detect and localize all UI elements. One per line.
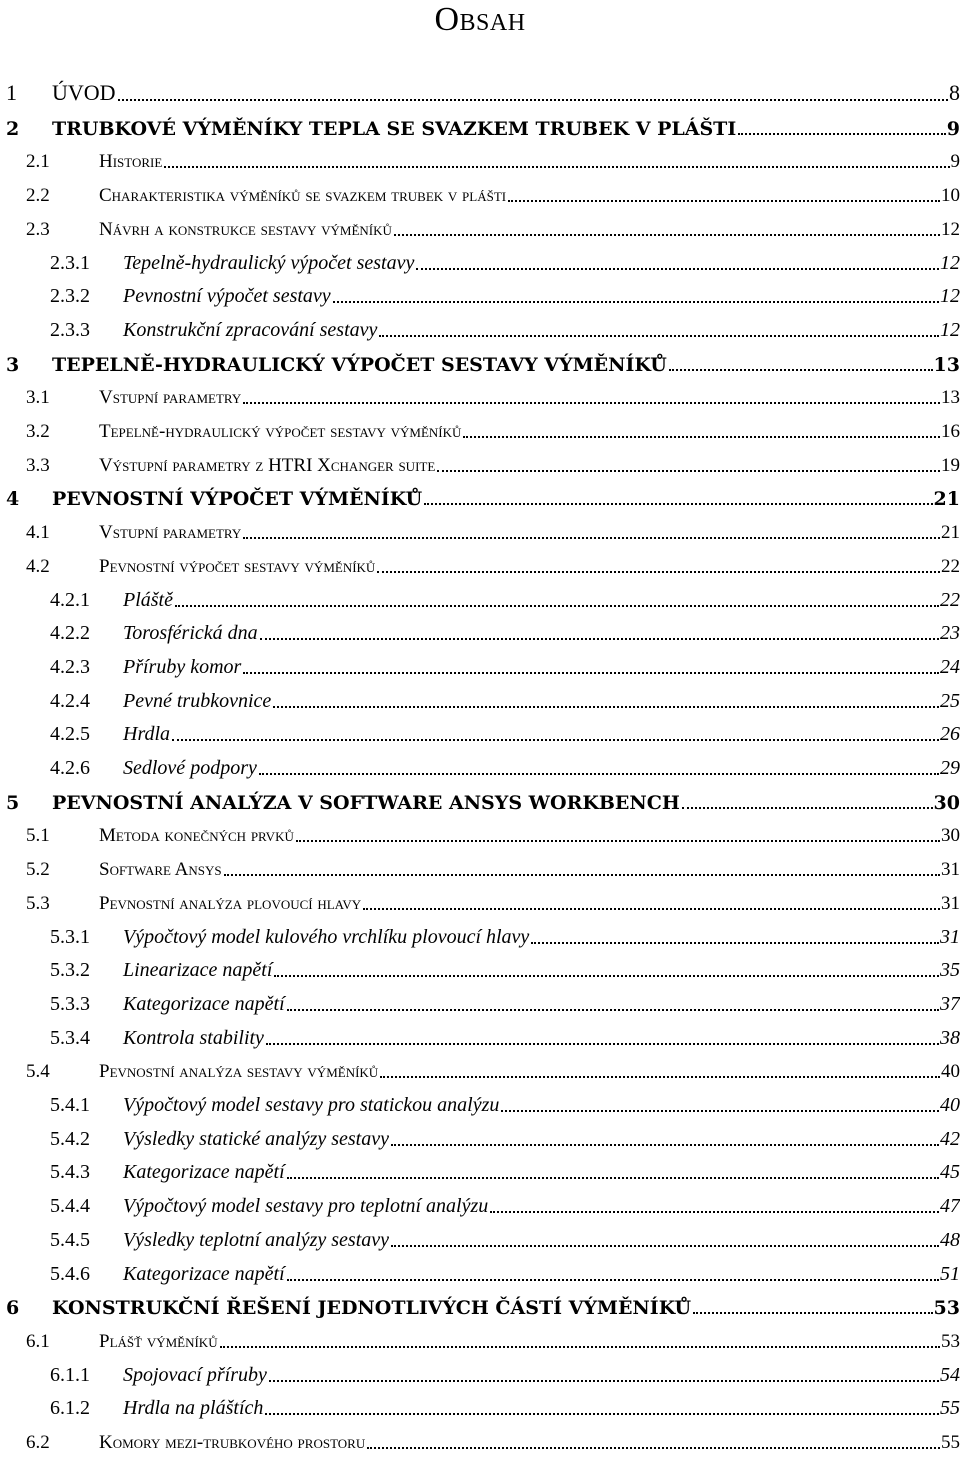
toc-entry-number: 6.2 xyxy=(26,1432,50,1453)
toc-entry-label: Výpočtový model sestavy pro teplotní analýzu xyxy=(123,1195,489,1218)
toc-entry-label: Hrdla xyxy=(123,723,171,746)
toc-entry-number: 5.4.5 xyxy=(50,1228,90,1251)
toc-entry-number: 3.3 xyxy=(26,454,50,476)
toc-entry-page: 23 xyxy=(940,622,960,645)
toc-entry[interactable] xyxy=(0,1289,960,1319)
toc-entry-page: 12 xyxy=(941,218,960,240)
toc-entry-label: Charakteristika výměníků se svazkem trubek v plášti xyxy=(99,185,507,207)
toc-entry-number: 2.1 xyxy=(26,151,50,173)
toc-entry-number: 5.2 xyxy=(26,859,50,881)
dot-leader xyxy=(269,1380,939,1382)
toc-entry-number: 5.4 xyxy=(26,1061,50,1083)
toc-entry-label: Spojovací příruby xyxy=(123,1363,267,1386)
toc-entry-page: 38 xyxy=(940,1026,960,1049)
toc-entry-body xyxy=(123,1128,960,1151)
dot-leader xyxy=(391,1245,939,1247)
toc-entry-label: Tepelně-hydraulický výpočet sestavy xyxy=(123,251,415,274)
toc-entry[interactable] xyxy=(0,919,960,949)
toc-entry-page: 12 xyxy=(940,251,960,274)
toc-entry-number: 2.3.1 xyxy=(50,251,90,274)
toc-entry-label: Pevnostní analýza sestavy výměníků xyxy=(99,1061,379,1083)
toc-entry[interactable] xyxy=(0,548,960,578)
toc-entry-number: 3.1 xyxy=(26,387,50,409)
toc-entry-number: 4.2 xyxy=(26,555,50,577)
toc-entry-body xyxy=(99,151,960,173)
toc-entry-body xyxy=(123,926,960,949)
dot-leader xyxy=(259,773,939,775)
toc-entry-label: Výpočtový model kulového vrchlíku plovoucí hlavy xyxy=(123,925,530,948)
dot-leader xyxy=(243,672,939,674)
toc-entry[interactable] xyxy=(0,1188,960,1218)
toc-entry[interactable] xyxy=(0,1020,960,1050)
toc-entry-page: 54 xyxy=(940,1363,960,1386)
toc-entry-number: 5.4.4 xyxy=(50,1195,90,1218)
toc-entry-page: 13 xyxy=(941,387,960,409)
toc-entry-number: 4.1 xyxy=(26,522,50,544)
toc-entry-number: 6.1.1 xyxy=(50,1363,90,1386)
dot-leader xyxy=(682,807,933,809)
dot-leader xyxy=(260,638,939,640)
toc-entry-number: 6 xyxy=(6,1297,20,1320)
toc-entry[interactable] xyxy=(0,177,960,207)
dot-leader xyxy=(669,369,933,371)
toc-entry-body xyxy=(123,1229,960,1252)
dot-leader xyxy=(296,840,940,842)
dot-leader xyxy=(463,436,940,438)
toc-entry-page: 24 xyxy=(940,655,960,678)
toc-entry-page: 40 xyxy=(940,1094,960,1116)
toc-entry-number: 5.3.1 xyxy=(50,925,90,948)
toc-entry[interactable] xyxy=(0,413,960,443)
toc-entry-page: 21 xyxy=(941,522,960,544)
toc-entry[interactable] xyxy=(0,817,960,847)
toc-entry-label: Návrh a konstrukce sestavy výměníků xyxy=(99,218,392,240)
toc-entry-page: 31 xyxy=(941,892,960,914)
toc-entry-body xyxy=(52,1297,960,1319)
dot-leader xyxy=(377,571,940,573)
toc-entry-page: 9 xyxy=(946,117,960,140)
toc-entry-page: 45 xyxy=(940,1161,960,1184)
toc-entry[interactable] xyxy=(0,379,960,409)
toc-entry-page: 22 xyxy=(941,555,960,577)
toc-entry-number: 5.4.2 xyxy=(50,1127,90,1150)
toc-entry[interactable] xyxy=(0,480,960,510)
toc-entry[interactable] xyxy=(0,649,960,679)
toc-entry-number: 2.3 xyxy=(26,218,50,240)
toc-entry-number: 5.3.3 xyxy=(50,992,90,1015)
dot-leader xyxy=(501,1110,939,1112)
toc-entry-number: 2.3.2 xyxy=(50,285,90,308)
toc-entry-label: Linearizace napětí xyxy=(123,959,273,982)
toc-entry-body xyxy=(99,1061,960,1083)
toc-entry-page: 31 xyxy=(940,925,960,948)
toc-entry-body xyxy=(123,690,960,713)
toc-entry[interactable] xyxy=(0,278,960,308)
dot-leader xyxy=(490,1211,939,1213)
toc-entry-body xyxy=(99,421,960,443)
toc-entry-number: 3.2 xyxy=(26,421,50,442)
dot-leader xyxy=(287,1009,939,1011)
dot-leader xyxy=(693,1312,932,1314)
toc-entry-page: 35 xyxy=(940,959,960,982)
toc-entry-number: 5.4.3 xyxy=(50,1161,90,1184)
toc-entry-body xyxy=(52,488,960,510)
toc-entry-label: TRUBKOVÉ VÝMĚNÍKY TEPLA SE SVAZKEM TRUBEK V PLÁŠTI xyxy=(52,117,737,140)
dot-leader xyxy=(224,874,940,876)
toc-entry-body xyxy=(123,622,960,645)
dot-leader xyxy=(118,99,948,101)
toc-entry-label: Metoda konečných prvků xyxy=(99,825,294,847)
dot-leader xyxy=(266,1043,939,1045)
toc-entry[interactable] xyxy=(0,1121,960,1151)
toc-entry[interactable] xyxy=(0,1323,960,1353)
toc-entry-body xyxy=(99,1331,960,1353)
dot-leader xyxy=(172,739,939,741)
toc-entry-label: Vstupní parametry xyxy=(99,522,242,544)
toc-entry-body xyxy=(123,1094,960,1117)
toc-entry-body xyxy=(123,993,960,1016)
toc-entry-label: Komory mezi-trubkového prostoru xyxy=(99,1432,366,1453)
toc-entry-label: Plášť výměníků xyxy=(99,1330,218,1352)
toc-entry-body xyxy=(52,792,960,814)
toc-entry-body xyxy=(52,354,960,376)
toc-entry-label: Software Ansys xyxy=(99,859,222,881)
toc-entry-label: ÚVOD xyxy=(52,80,116,105)
toc-entry-page: 19 xyxy=(941,454,960,476)
toc-entry[interactable] xyxy=(0,447,960,477)
dot-leader xyxy=(380,1076,940,1078)
toc-entry-page: 9 xyxy=(950,151,960,173)
dot-leader xyxy=(367,1447,940,1449)
toc-entry-body xyxy=(99,556,960,578)
toc-entry-body xyxy=(123,723,960,746)
toc-entry-body xyxy=(123,757,960,780)
toc-entry-body xyxy=(99,893,960,915)
dot-leader xyxy=(416,268,939,270)
toc-entry-label: Pevnostní výpočet sestavy výměníků xyxy=(99,555,376,577)
toc-entry[interactable] xyxy=(0,1053,960,1083)
dot-leader xyxy=(738,133,946,135)
toc-entry[interactable] xyxy=(0,582,960,612)
dot-leader xyxy=(424,503,932,505)
toc-entry-page: 53 xyxy=(941,1330,960,1352)
toc-entry-label: Pevné trubkovnice xyxy=(123,689,272,712)
toc-entry-body xyxy=(123,589,960,612)
toc-entry-number: 2.2 xyxy=(26,185,50,207)
toc-entry-number: 2 xyxy=(6,117,20,140)
toc-entry-page: 37 xyxy=(940,992,960,1015)
toc-entry-page: 12 xyxy=(940,318,960,341)
toc-entry[interactable] xyxy=(0,211,960,241)
dot-leader xyxy=(243,537,940,539)
dot-leader xyxy=(175,605,939,607)
toc-entry-page: 13 xyxy=(933,353,960,376)
toc-entry-label: Historie xyxy=(99,151,163,173)
toc-entry-label: TEPELNĚ-HYDRAULICKÝ VÝPOČET SESTAVY VÝMĚNÍKŮ xyxy=(52,353,667,376)
toc-entry[interactable] xyxy=(0,716,960,746)
toc-entry-label: Vstupní parametry xyxy=(99,387,242,409)
toc-entry-number: 6.1 xyxy=(26,1330,50,1352)
toc-entry-number: 4.2.1 xyxy=(50,588,90,611)
toc-entry[interactable] xyxy=(0,312,960,342)
toc-entry-number: 4.2.4 xyxy=(50,689,90,712)
page-title: Obsah xyxy=(434,1,526,38)
dot-leader xyxy=(287,1279,939,1281)
toc-entry[interactable] xyxy=(0,1154,960,1184)
toc-entry-number: 4.2.5 xyxy=(50,723,90,746)
dot-leader xyxy=(379,335,939,337)
toc-entry-page: 29 xyxy=(940,757,960,779)
dot-leader xyxy=(333,301,939,303)
dot-leader xyxy=(220,1346,940,1348)
toc-entry[interactable] xyxy=(0,1087,960,1117)
dot-leader xyxy=(394,234,940,236)
toc-entry-number: 5.3.2 xyxy=(50,959,90,982)
toc-entry[interactable] xyxy=(0,110,960,140)
toc-entry-body xyxy=(99,1432,960,1454)
toc-entry-number: 4.2.2 xyxy=(50,622,90,645)
dot-leader xyxy=(391,1144,939,1146)
toc-entry-label: Sedlové podpory xyxy=(123,757,257,779)
toc-entry-number: 4 xyxy=(6,488,20,511)
toc-entry-body xyxy=(123,1364,960,1387)
toc-entry-number: 6.1.2 xyxy=(50,1397,90,1420)
dot-leader xyxy=(273,706,939,708)
dot-leader xyxy=(164,166,949,168)
toc-entry-page: 22 xyxy=(940,588,960,611)
toc-entry-number: 5 xyxy=(6,791,20,814)
toc-entry-number: 5.3 xyxy=(26,892,50,914)
toc-entry-page: 55 xyxy=(941,1432,960,1453)
toc-entry-label: Kontrola stability xyxy=(123,1026,264,1049)
toc-entry[interactable] xyxy=(0,683,960,713)
toc-entry-label: Kategorizace napětí xyxy=(123,1262,285,1285)
toc-entry-label: PEVNOSTNÍ VÝPOČET VÝMĚNÍKŮ xyxy=(52,488,423,511)
toc-entry-page: 10 xyxy=(941,185,960,207)
toc-entry-body xyxy=(123,1027,960,1050)
toc-entry[interactable] xyxy=(0,986,960,1016)
toc-entry-label: Výsledky statické analýzy sestavy xyxy=(123,1127,389,1150)
toc-entry[interactable] xyxy=(0,851,960,881)
toc-entry-body xyxy=(123,1195,960,1218)
toc-entry-body xyxy=(123,285,960,308)
toc-entry-page: 30 xyxy=(933,791,960,814)
toc-entry-page: 26 xyxy=(940,723,960,746)
toc-entry-page: 12 xyxy=(940,285,960,308)
toc-entry-label: KONSTRUKČNÍ ŘEŠENÍ JEDNOTLIVÝCH ČÁSTÍ VÝMĚNÍKŮ xyxy=(52,1297,692,1320)
dot-leader xyxy=(274,975,939,977)
toc-entry-number: 5.1 xyxy=(26,825,50,847)
toc-entry-body xyxy=(123,252,960,275)
toc-entry-number: 1 xyxy=(6,80,17,105)
toc-entry-label: Pevnostní analýza plovoucí hlavy xyxy=(99,892,362,914)
toc-entry-number: 2.3.3 xyxy=(50,318,90,341)
toc-entry-body xyxy=(52,80,960,106)
toc-entry-label: Výpočtový model sestavy pro statickou analýzu xyxy=(123,1094,500,1116)
toc-entry-page: 31 xyxy=(941,859,960,881)
dot-leader xyxy=(265,1413,939,1415)
dot-leader xyxy=(531,942,939,944)
toc-entry-page: 21 xyxy=(933,488,960,511)
toc-entry-label: Pláště xyxy=(123,588,173,611)
toc-entry-label: Pevnostní výpočet sestavy xyxy=(123,285,331,308)
toc-entry-body xyxy=(123,1161,960,1184)
dot-leader xyxy=(287,1177,939,1179)
toc-entry-label: Výsledky teplotní analýzy sestavy xyxy=(123,1228,390,1251)
dot-leader xyxy=(363,908,940,910)
toc-entry[interactable] xyxy=(0,346,960,376)
toc-entry-body xyxy=(123,319,960,342)
toc-entry-page: 55 xyxy=(940,1397,960,1420)
toc-entry-body xyxy=(123,1263,960,1286)
toc-entry-page: 42 xyxy=(940,1127,960,1150)
dot-leader xyxy=(508,200,940,202)
toc-entry-body xyxy=(123,1397,960,1420)
toc-entry-body xyxy=(123,656,960,679)
toc-entry-number: 5.4.1 xyxy=(50,1094,90,1116)
toc-entry-body xyxy=(99,455,960,477)
toc-entry-body xyxy=(99,825,960,847)
toc-entry-label: Tepelně-hydraulický výpočet sestavy výměníků xyxy=(99,421,462,442)
toc-entry[interactable] xyxy=(0,143,960,173)
toc-entry-page: 51 xyxy=(940,1262,960,1285)
toc-entry-number: 5.3.4 xyxy=(50,1026,90,1049)
toc-entry-page: 16 xyxy=(941,421,960,442)
toc-entry[interactable] xyxy=(0,885,960,915)
toc-entry-page: 40 xyxy=(941,1061,960,1083)
toc-entry[interactable] xyxy=(0,750,960,780)
toc-entry-body xyxy=(99,522,960,544)
toc-entry-body xyxy=(52,118,960,140)
toc-entry[interactable] xyxy=(0,514,960,544)
toc-entry-page: 30 xyxy=(941,825,960,847)
toc-entry[interactable] xyxy=(0,615,960,645)
toc-entry-page: 8 xyxy=(949,80,960,105)
toc-entry-page: 47 xyxy=(940,1195,960,1218)
toc-entry-page: 53 xyxy=(933,1297,960,1320)
toc-entry[interactable] xyxy=(0,1390,960,1420)
toc-entry-label: Torosférická dna xyxy=(123,622,258,645)
toc-entry-body xyxy=(99,185,960,207)
toc-entry[interactable] xyxy=(0,1357,960,1387)
toc-entry-number: 5.4.6 xyxy=(50,1262,90,1285)
toc-entry-label: Příruby komor xyxy=(123,655,242,678)
toc-entry-label: Výstupní parametry z HTRI Xchanger suite xyxy=(99,454,436,476)
toc-entry-label: Kategorizace napětí xyxy=(123,1161,285,1184)
dot-leader xyxy=(437,470,940,472)
toc-entry-body xyxy=(99,387,960,409)
toc-entry[interactable] xyxy=(0,1424,960,1454)
toc-entry[interactable] xyxy=(0,1256,960,1286)
toc-entry-label: PEVNOSTNÍ ANALÝZA V SOFTWARE ANSYS WORKBENCH xyxy=(52,791,680,814)
toc-entry-number: 3 xyxy=(6,353,20,376)
dot-leader xyxy=(243,402,940,404)
toc-entry[interactable] xyxy=(0,952,960,982)
toc-entry[interactable] xyxy=(0,76,960,106)
toc-entry-label: Kategorizace napětí xyxy=(123,992,285,1015)
toc-entry-label: Konstrukční zpracování sestavy xyxy=(123,318,378,341)
toc-entry-body xyxy=(99,859,960,881)
toc-entry-label: Hrdla na pláštích xyxy=(123,1397,264,1420)
toc-entry-page: 48 xyxy=(940,1228,960,1251)
toc-entry[interactable] xyxy=(0,1222,960,1252)
toc-entry-body xyxy=(99,219,960,241)
toc-entry-body xyxy=(123,959,960,982)
toc-entry[interactable] xyxy=(0,784,960,814)
toc-entry[interactable] xyxy=(0,245,960,275)
toc-entry-page: 25 xyxy=(940,689,960,712)
toc-entry-number: 4.2.3 xyxy=(50,655,90,678)
toc-entry-number: 4.2.6 xyxy=(50,757,90,779)
